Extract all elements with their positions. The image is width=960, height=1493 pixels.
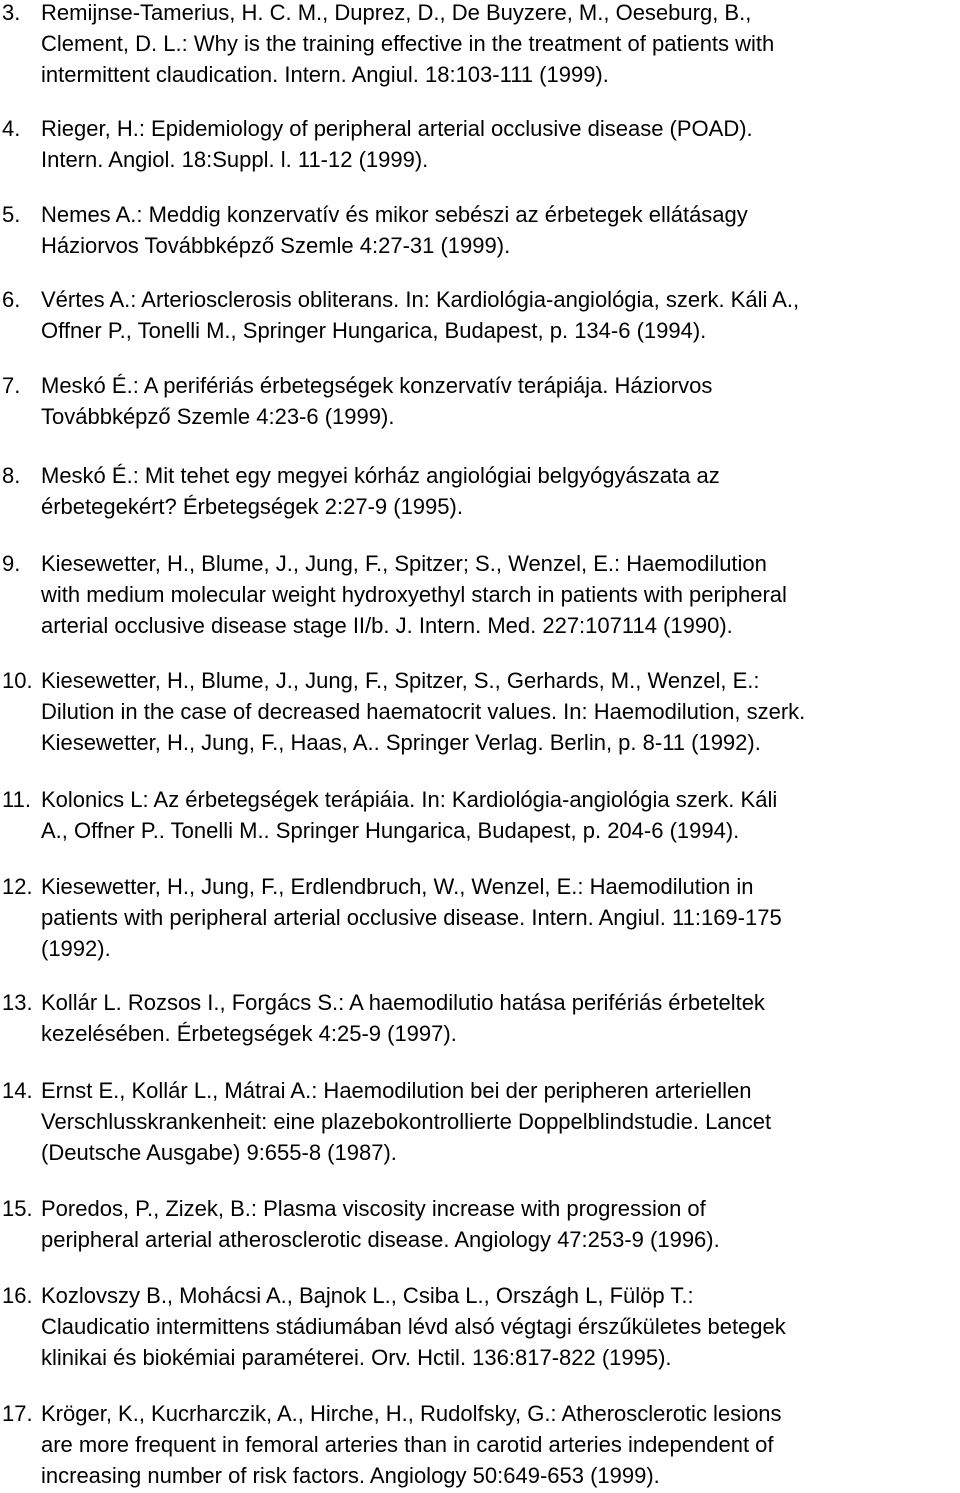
reference-text-line: Verschlusskrankenheit: eine plazebokontrollierte Doppelblindstudie. Lancet bbox=[41, 1109, 772, 1134]
reference-text-line: Háziorvos Továbbképző Szemle 4:27-31 (1999). bbox=[41, 233, 511, 258]
reference-text-line: Offner P., Tonelli M., Springer Hungarica, Budapest, p. 134-6 (1994). bbox=[41, 318, 707, 343]
reference-text-line: klinikai és biokémiai paraméterei. Orv. Hctil. 136:817-822 (1995). bbox=[41, 1345, 672, 1370]
reference-text-line: patients with peripheral arterial occlusive disease. Intern. Angiul. 11:169-175 bbox=[41, 905, 782, 930]
reference-number: 11. bbox=[2, 787, 31, 812]
reference-text-line: peripheral arterial atherosclerotic disease. Angiology 47:253-9 (1996). bbox=[41, 1227, 720, 1252]
reference-text-line: with medium molecular weight hydroxyethyl starch in patients with peripheral bbox=[41, 582, 787, 607]
reference-number: 5. bbox=[2, 202, 21, 227]
reference-text-line: Továbbképző Szemle 4:23-6 (1999). bbox=[41, 404, 395, 429]
reference-text-line: Intern. Angiol. 18:Suppl. l. 11-12 (1999). bbox=[41, 147, 429, 172]
reference-text-line: Kozlovszy B., Mohácsi A., Bajnok L., Csiba L., Országh L, Fülöp T.: bbox=[41, 1283, 694, 1308]
reference-number: 6. bbox=[2, 287, 21, 312]
reference-text-line: Ernst E., Kollár L., Mátrai A.: Haemodilution bei der peripheren arteriellen bbox=[41, 1078, 752, 1103]
reference-number: 10. bbox=[2, 668, 33, 693]
reference-number: 14. bbox=[2, 1078, 33, 1103]
reference-number: 12. bbox=[2, 874, 33, 899]
reference-text-line: kezelésében. Érbetegségek 4:25-9 (1997). bbox=[41, 1021, 457, 1046]
reference-text-line: Dilution in the case of decreased haematocrit values. In: Haemodilution, szerk. bbox=[41, 699, 806, 724]
reference-text-line: Kollár L. Rozsos I., Forgács S.: A haemodilutio hatása perifériás érbeteltek bbox=[41, 990, 765, 1015]
reference-number: 16. bbox=[2, 1283, 33, 1308]
reference-text-line: (1992). bbox=[41, 936, 111, 961]
reference-text-line: Nemes A.: Meddig konzervatív és mikor sebészi az érbetegek ellátásagy bbox=[41, 202, 748, 227]
reference-text-line: Kiesewetter, H., Blume, J., Jung, F., Spitzer, S., Gerhards, M., Wenzel, E.: bbox=[41, 668, 760, 693]
reference-text-line: Poredos, P., Zizek, B.: Plasma viscosity increase with progression of bbox=[41, 1196, 706, 1221]
reference-number: 3. bbox=[2, 0, 21, 25]
reference-text-line: Kiesewetter, H., Jung, F., Haas, A.. Springer Verlag. Berlin, p. 8-11 (1992). bbox=[41, 730, 761, 755]
reference-number: 15. bbox=[2, 1196, 33, 1221]
reference-number: 7. bbox=[2, 373, 21, 398]
reference-number: 4. bbox=[2, 116, 21, 141]
reference-text-line: are more frequent in femoral arteries than in carotid arteries independent of bbox=[41, 1432, 774, 1457]
reference-number: 9. bbox=[2, 551, 21, 576]
reference-text-line: intermittent claudication. Intern. Angiul. 18:103-111 (1999). bbox=[41, 62, 609, 87]
reference-text-line: Meskó É.: A perifériás érbetegségek konzervatív terápiája. Háziorvos bbox=[41, 373, 713, 398]
reference-number: 17. bbox=[2, 1401, 33, 1426]
reference-number: 13. bbox=[2, 990, 33, 1015]
reference-text-line: Kolonics L: Az érbetegségek terápiáia. In: Kardiológia-angiológia szerk. Káli bbox=[41, 787, 778, 812]
reference-number: 8. bbox=[2, 463, 21, 488]
reference-text-line: Kröger, K., Kucrharczik, A., Hirche, H., Rudolfsky, G.: Atherosclerotic lesions bbox=[41, 1401, 782, 1426]
reference-text-line: (Deutsche Ausgabe) 9:655-8 (1987). bbox=[41, 1140, 397, 1165]
reference-text-line: Kiesewetter, H., Blume, J., Jung, F., Spitzer; S., Wenzel, E.: Haemodilution bbox=[41, 551, 767, 576]
reference-text-line: Kiesewetter, H., Jung, F., Erdlendbruch, W., Wenzel, E.: Haemodilution in bbox=[41, 874, 754, 899]
reference-text-line: A., Offner P.. Tonelli M.. Springer Hungarica, Budapest, p. 204-6 (1994). bbox=[41, 818, 740, 843]
reference-text-line: érbetegekért? Érbetegségek 2:27-9 (1995). bbox=[41, 494, 463, 519]
reference-text-line: Rieger, H.: Epidemiology of peripheral arterial occlusive disease (POAD). bbox=[41, 116, 753, 141]
reference-text-line: Claudicatio intermittens stádiumában lévd alsó végtagi érszűkületes betegek bbox=[41, 1314, 786, 1339]
reference-text-line: Vértes A.: Arteriosclerosis obliterans. In: Kardiológia-angiológia, szerk. Káli A., bbox=[41, 287, 800, 312]
reference-text-line: Remijnse-Tamerius, H. C. M., Duprez, D., De Buyzere, M., Oeseburg, B., bbox=[41, 0, 752, 25]
reference-text-line: Clement, D. L.: Why is the training effective in the treatment of patients with bbox=[41, 31, 775, 56]
reference-text-line: arterial occlusive disease stage II/b. J. Intern. Med. 227:107114 (1990). bbox=[41, 613, 733, 638]
reference-text-line: increasing number of risk factors. Angiology 50:649-653 (1999). bbox=[41, 1463, 660, 1488]
reference-text-line: Meskó É.: Mit tehet egy megyei kórház angiológiai belgyógyászata az bbox=[41, 463, 720, 488]
